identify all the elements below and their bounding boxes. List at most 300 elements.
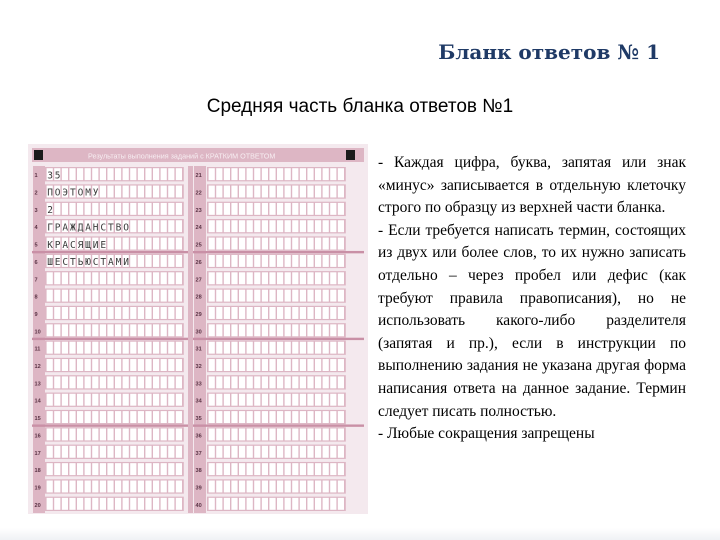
form-cell [231,255,237,267]
form-cell [161,168,167,180]
form-cell [138,342,144,354]
form-cell [330,203,336,215]
form-cell [161,290,167,302]
form-row-number: 26 [195,259,202,266]
form-cell [123,481,129,493]
form-cell [62,168,68,180]
form-cell [323,428,329,440]
form-cell [247,168,253,180]
form-cell [145,203,151,215]
form-group-divider [32,251,364,253]
form-cell [69,481,75,493]
form-cell [231,446,237,458]
form-cell [247,342,253,354]
form-cell [254,324,260,336]
form-cell [209,238,215,250]
form-cell [54,342,60,354]
form-cell [115,446,121,458]
form-cell [315,498,321,510]
form-cell [62,428,68,440]
form-cell [115,203,121,215]
form-cell [123,376,129,388]
form-row-number: 24 [195,225,202,232]
form-cell [254,498,260,510]
form-cell [47,411,53,423]
form-cell [216,342,222,354]
form-cell [254,446,260,458]
form-cell [224,463,230,475]
form-cell [262,446,268,458]
form-cell [239,220,245,232]
form-cell [168,446,174,458]
form-cell [130,255,136,267]
form-cell [77,428,83,440]
form-cell [168,376,174,388]
form-cell [107,307,113,319]
form-cell [254,203,260,215]
form-cell [277,428,283,440]
form-cell [330,481,336,493]
form-cell [107,238,113,250]
form-cell [323,324,329,336]
form-cell [315,290,321,302]
form-cell [176,290,182,302]
form-cell [247,428,253,440]
form-cell [62,446,68,458]
form-cell [92,411,98,423]
form-cell [277,359,283,371]
form-cell [176,359,182,371]
form-cell [69,446,75,458]
form-cell [285,359,291,371]
form-cell [138,359,144,371]
form-cell [54,411,60,423]
form-cell [115,498,121,510]
form-row-number: 31 [195,346,202,353]
form-cell [239,463,245,475]
form-cell [285,463,291,475]
form-cell [224,324,230,336]
form-cell [338,342,344,354]
form-cell [254,481,260,493]
form-cell [239,307,245,319]
form-cell [209,324,215,336]
form-cell [47,498,53,510]
form-cell [145,394,151,406]
form-cell [307,498,313,510]
form-cell [115,272,121,284]
form-cell [54,272,60,284]
instructions-text [378,152,686,446]
form-cell [209,220,215,232]
form-cell [145,220,151,232]
form-cell [130,463,136,475]
form-cell [138,307,144,319]
form-cell [285,203,291,215]
form-cell [92,168,98,180]
form-cell [153,272,159,284]
form-cell [269,238,275,250]
form-cell [247,203,253,215]
form-cell [100,446,106,458]
form-cell [176,342,182,354]
form-answer-char: Г [47,222,53,234]
form-cell [285,255,291,267]
form-cell [323,359,329,371]
form-cell [77,411,83,423]
form-cell [100,307,106,319]
form-cell [300,238,306,250]
form-cell [285,498,291,510]
form-cell [130,481,136,493]
form-cell [307,272,313,284]
form-cell [216,498,222,510]
form-answer-char: Ш [47,257,53,269]
form-cell [269,255,275,267]
form-cell [145,186,151,198]
form-cell [277,446,283,458]
form-cell [292,220,298,232]
form-cell [153,324,159,336]
form-header-text: Результаты выполнения заданий с КРАТКИМ ОТВЕТОМ [88,151,276,161]
form-cell [77,498,83,510]
form-cell [307,203,313,215]
form-cell [292,203,298,215]
form-cell [47,428,53,440]
form-cell [69,168,75,180]
form-cell [338,359,344,371]
form-cell [62,307,68,319]
form-cell [262,324,268,336]
form-cell [307,446,313,458]
form-cell [323,411,329,423]
form-cell [239,255,245,267]
form-cell [323,220,329,232]
form-cell [153,220,159,232]
form-cell [107,428,113,440]
form-cell [231,168,237,180]
form-cell [231,186,237,198]
form-cell [292,307,298,319]
form-cell [123,186,129,198]
form-cell [62,359,68,371]
form-cell [269,203,275,215]
form-cell [323,498,329,510]
form-cell [300,428,306,440]
form-cell [285,307,291,319]
form-cell [323,376,329,388]
form-answer-char: Э [62,187,69,199]
form-row-number: 10 [34,329,41,336]
form-cell [47,324,53,336]
slide-bottom-shade [0,528,720,540]
form-cell [123,307,129,319]
form-cell [115,428,121,440]
form-cell [54,290,60,302]
form-cell [292,324,298,336]
form-cell [115,307,121,319]
form-row-number: 6 [34,259,38,266]
form-answer-char: А [85,222,91,234]
form-cell [216,220,222,232]
form-cell [269,446,275,458]
form-cell [145,342,151,354]
form-cell [231,290,237,302]
form-cell [285,411,291,423]
form-cell [168,290,174,302]
form-cell [247,376,253,388]
form-cell [216,376,222,388]
form-cell [254,307,260,319]
form-answer-char: Ю [85,257,91,269]
form-cell [254,394,260,406]
form-cell [262,307,268,319]
form-cell [292,359,298,371]
form-answer-char: Щ [85,239,91,251]
form-cell [231,220,237,232]
form-cell [77,324,83,336]
form-cell [161,324,167,336]
form-cell [100,428,106,440]
form-cell [216,168,222,180]
form-cell [161,428,167,440]
form-cell [92,359,98,371]
form-cell [277,238,283,250]
form-cell [85,446,91,458]
form-cell [85,463,91,475]
form-answer-char: А [62,222,69,234]
form-cell [123,238,129,250]
form-answer-char: С [70,239,76,251]
form-cell [69,359,75,371]
form-cell [153,446,159,458]
form-cell [239,168,245,180]
form-cell [262,463,268,475]
form-cell [224,498,230,510]
form-cell [209,481,215,493]
form-cell [85,307,91,319]
form-cell [168,324,174,336]
form-cell [216,324,222,336]
form-cell [315,342,321,354]
form-cell [315,446,321,458]
form-cell [224,272,230,284]
form-cell [307,290,313,302]
form-cell [161,255,167,267]
form-cell [161,498,167,510]
form-cell [85,203,91,215]
form-row-number: 3 [34,207,38,214]
form-cell [209,203,215,215]
form-cell [323,394,329,406]
form-cell [153,376,159,388]
form-cell [153,394,159,406]
form-cell [330,498,336,510]
form-cell [209,290,215,302]
form-cell [85,411,91,423]
form-cell [315,186,321,198]
form-cell [168,272,174,284]
form-cell [300,481,306,493]
form-cell [330,238,336,250]
form-cell [330,342,336,354]
form-row-number: 21 [195,173,202,180]
form-cell [209,186,215,198]
form-cell [123,446,129,458]
form-cell [161,446,167,458]
form-cell [85,168,91,180]
form-cell [115,463,121,475]
form-cell [277,342,283,354]
form-answer-char: А [108,257,114,269]
form-cell [315,411,321,423]
form-cell [138,481,144,493]
form-cell [269,463,275,475]
form-row-number: 17 [34,450,41,457]
form-cell [92,203,98,215]
form-cell [176,411,182,423]
form-cell [92,498,98,510]
form-cell [85,272,91,284]
form-cell [269,342,275,354]
form-cell [239,411,245,423]
form-cell [277,481,283,493]
form-row-number: 1 [34,173,38,180]
form-cell [115,411,121,423]
form-cell [307,238,313,250]
form-row-number: 18 [34,468,41,475]
form-cell [176,307,182,319]
form-cell [247,324,253,336]
form-cell [262,203,268,215]
form-cell [161,220,167,232]
form-cell [69,428,75,440]
form-cell [338,376,344,388]
form-cell [269,481,275,493]
form-cell [330,272,336,284]
form-answer-char: 5 [54,170,61,182]
form-cell [209,498,215,510]
form-cell [285,394,291,406]
form-cell [47,342,53,354]
form-cell [330,463,336,475]
form-cell [254,220,260,232]
form-cell [338,411,344,423]
form-cell [47,272,53,284]
form-cell [130,376,136,388]
form-cell [100,394,106,406]
form-cell [216,446,222,458]
form-cell [247,272,253,284]
form-cell [292,290,298,302]
form-cell [69,290,75,302]
form-cell [168,203,174,215]
form-answer-char: С [92,257,99,269]
form-cell [100,168,106,180]
form-cell [153,255,159,267]
form-cell [300,203,306,215]
form-cell [231,411,237,423]
form-cell [85,481,91,493]
form-cell [231,394,237,406]
form-cell [292,376,298,388]
form-row-number: 16 [34,433,41,440]
form-answer-char: С [100,222,107,234]
form-cell [77,307,83,319]
form-row-number: 39 [195,485,202,492]
form-cell [138,446,144,458]
form-cell [315,307,321,319]
form-cell [138,255,144,267]
form-cell [130,342,136,354]
form-row-number: 36 [195,433,202,440]
form-cell [338,394,344,406]
form-cell [330,168,336,180]
form-cell [62,394,68,406]
form-cell [247,307,253,319]
form-cell [330,411,336,423]
form-cell [323,481,329,493]
form-cell [323,255,329,267]
form-row-number: 14 [34,398,41,405]
form-cell [285,272,291,284]
form-cell [330,220,336,232]
form-cell [338,428,344,440]
form-cell [123,498,129,510]
form-cell [130,290,136,302]
form-cell [307,376,313,388]
form-cell [130,428,136,440]
form-cell [338,481,344,493]
form-cell [130,220,136,232]
form-cell [239,238,245,250]
form-cell [138,168,144,180]
form-cell [130,168,136,180]
form-cell [161,203,167,215]
form-cell [161,359,167,371]
form-cell [69,307,75,319]
form-cell [145,428,151,440]
form-cell [69,376,75,388]
form-cell [269,428,275,440]
answer-form-image [28,144,368,514]
form-cell [323,463,329,475]
form-cell [161,186,167,198]
form-cell [338,498,344,510]
form-answer-char: Ь [77,257,84,269]
form-cell [315,324,321,336]
form-cell [285,186,291,198]
form-marker-right [346,150,355,160]
form-cell [123,359,129,371]
form-cell [145,272,151,284]
form-cell [338,186,344,198]
form-cell [269,220,275,232]
form-answer-char: М [115,257,122,269]
form-row-number: 25 [195,242,202,249]
form-cell [209,428,215,440]
form-cell [224,203,230,215]
form-cell [69,463,75,475]
form-group-divider [32,338,364,340]
form-cell [216,411,222,423]
form-cell [224,307,230,319]
form-cell [138,203,144,215]
form-cell [277,411,283,423]
form-row-number: 9 [34,311,38,318]
form-cell [307,220,313,232]
form-cell [115,394,121,406]
